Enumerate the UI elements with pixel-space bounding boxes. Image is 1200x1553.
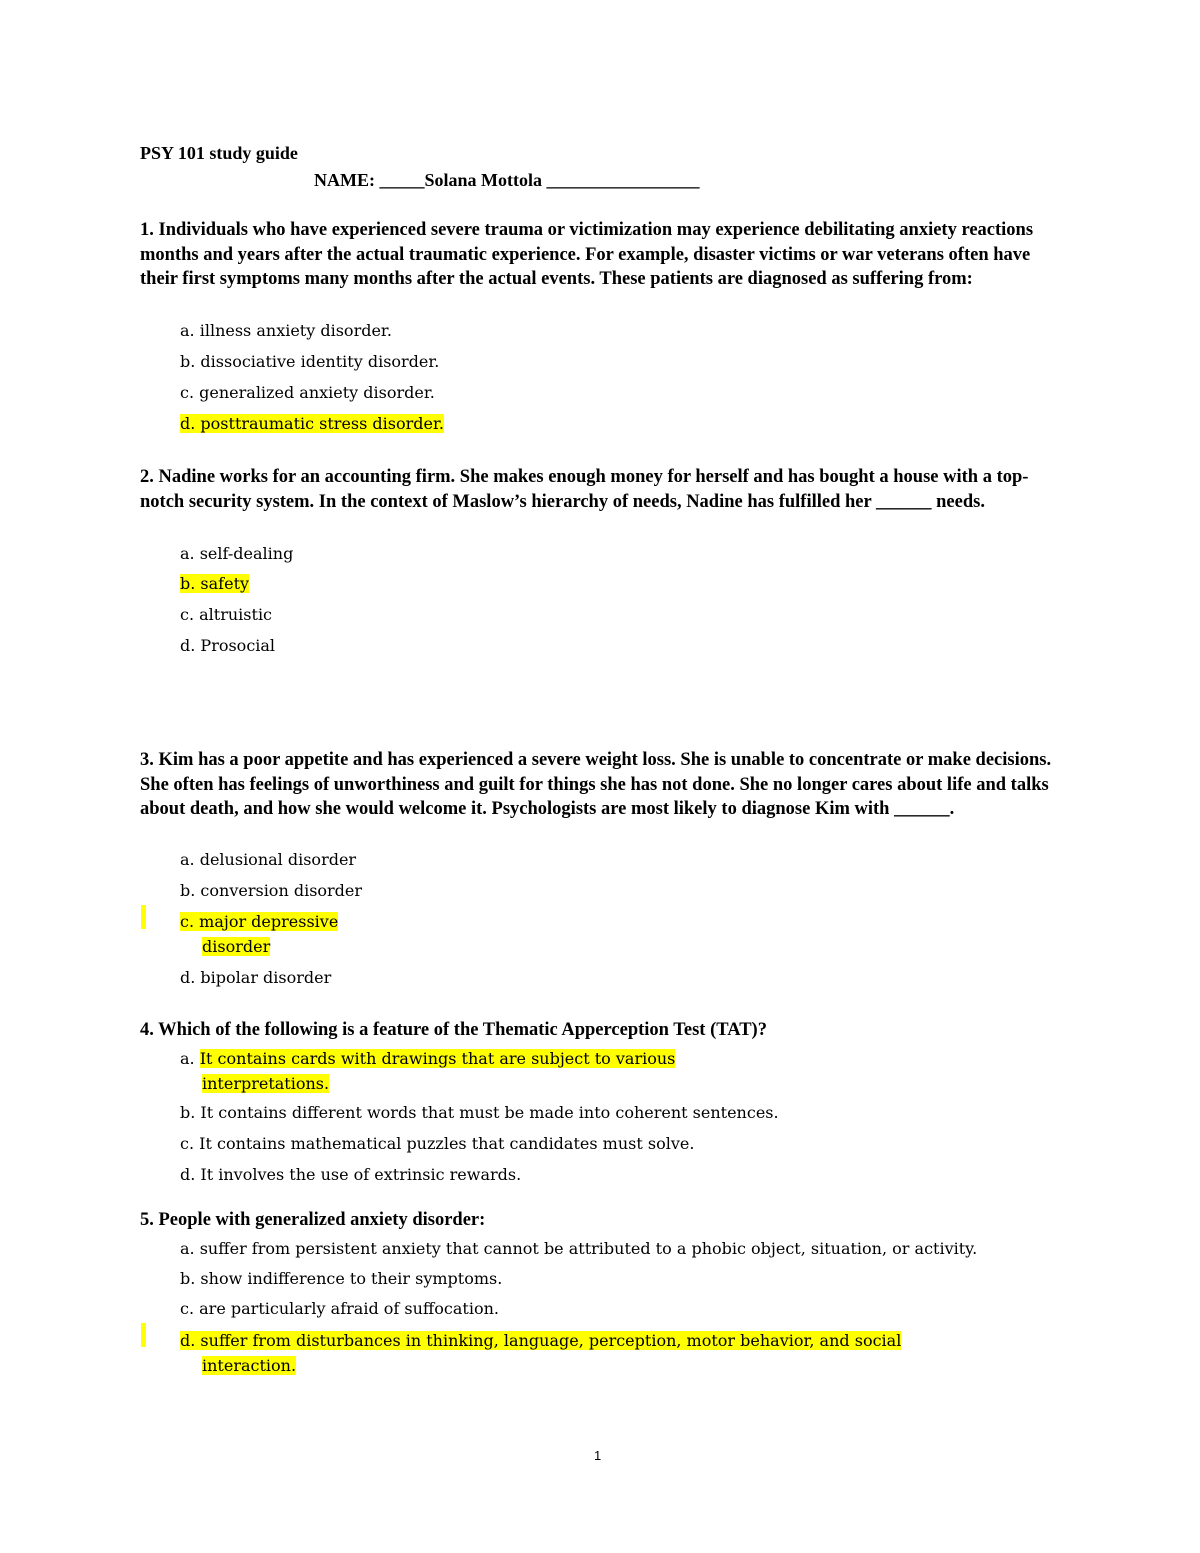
- question-5-option-d-continued: [202, 1353, 296, 1378]
- option-text: show indifference to their symptoms.: [200, 1269, 503, 1288]
- option-letter: a.: [180, 850, 195, 869]
- question-4-prompt: 4. Which of the following is a feature of the Thematic Apperception Test (TAT)?: [140, 1020, 767, 1040]
- option-text: bipolar disorder: [200, 968, 332, 987]
- question-4-option-a-answer: [180, 1046, 675, 1071]
- option-letter: c.: [180, 912, 195, 931]
- question-5-option-d-answer: [180, 1328, 901, 1353]
- question-2-option-b-answer: [180, 571, 249, 596]
- option-letter: a.: [180, 321, 195, 340]
- answer-highlight: interpretations.: [202, 1074, 330, 1093]
- answer-highlight: [180, 574, 249, 593]
- option-letter: c.: [180, 383, 195, 402]
- option-text: delusional disorder: [199, 850, 357, 869]
- question-2-prompt: 2. Nadine works for an accounting firm. She makes enough money for herself and has bought a house with a top-notch security system. In the context of Maslow’s hierarchy of needs, Nadine has fulfilled her ______ needs.: [140, 467, 1029, 512]
- option-text: safety: [200, 574, 250, 593]
- option-text: Prosocial: [200, 636, 276, 655]
- margin-highlight-mark: [141, 1323, 146, 1347]
- margin-highlight-mark: [141, 905, 146, 929]
- option-letter: b.: [180, 352, 196, 371]
- option-letter: a.: [180, 1049, 195, 1068]
- question-4-option-a-continued: [202, 1071, 329, 1096]
- option-letter: c.: [180, 1134, 195, 1153]
- question-3-option-a: [180, 847, 356, 872]
- option-text: self-dealing: [199, 544, 294, 563]
- question-5-option-a: [180, 1236, 977, 1261]
- option-letter: d.: [180, 414, 196, 433]
- option-letter: b.: [180, 881, 196, 900]
- question-3-option-b: [180, 878, 362, 903]
- question-2-option-d: [180, 633, 275, 658]
- question-3-option-d: [180, 965, 331, 990]
- answer-highlight: [180, 912, 338, 931]
- question-5-prompt: 5. People with generalized anxiety disorder:: [140, 1210, 486, 1230]
- option-text: major depressive: [199, 912, 339, 931]
- option-text: suffer from persistent anxiety that cannot be attributed to a phobic object, situation, or activity.: [199, 1239, 978, 1258]
- option-letter: b.: [180, 574, 196, 593]
- question-1-option-c: [180, 380, 435, 405]
- option-letter: d.: [180, 968, 196, 987]
- option-letter: c.: [180, 1299, 195, 1318]
- option-text: generalized anxiety disorder.: [199, 383, 435, 402]
- question-4-option-c: [180, 1131, 694, 1156]
- option-text: illness anxiety disorder.: [199, 321, 392, 340]
- question-4-option-b: [180, 1100, 779, 1125]
- question-2-option-a: [180, 541, 293, 566]
- option-letter: b.: [180, 1269, 196, 1288]
- document-title: PSY 101 study guide: [140, 143, 298, 163]
- option-letter: c.: [180, 605, 195, 624]
- option-letter: a.: [180, 544, 195, 563]
- option-text: dissociative identity disorder.: [200, 352, 440, 371]
- option-letter: a.: [180, 1239, 195, 1258]
- question-4-option-d: [180, 1162, 521, 1187]
- student-name-line: NAME: _____Solana Mottola _________________: [314, 170, 700, 190]
- option-text: It contains mathematical puzzles that candidates must solve.: [199, 1134, 695, 1153]
- question-1-option-b: [180, 349, 439, 374]
- option-text: conversion disorder: [200, 881, 363, 900]
- option-text: suffer from disturbances in thinking, language, perception, motor behavior, and social: [200, 1331, 902, 1350]
- answer-highlight: [180, 414, 444, 433]
- answer-highlight: [180, 1331, 901, 1350]
- option-letter: d.: [180, 636, 196, 655]
- question-5-option-c: [180, 1296, 499, 1321]
- option-letter: d.: [180, 1331, 196, 1350]
- option-text: It contains different words that must be made into coherent sentences.: [200, 1103, 779, 1122]
- answer-highlight: disorder: [202, 937, 271, 956]
- question-3-prompt: 3. Kim has a poor appetite and has experienced a severe weight loss. She is unable to concentrate or make decisions. She often has feelings of unworthiness and guilt for things she has not done. She no longer cares about life and talks about death, and how she would welcome it. Psychologists are most likely to diagnose Kim with ______.: [140, 750, 1052, 819]
- option-text: altruistic: [199, 605, 273, 624]
- question-1-option-a: [180, 318, 392, 343]
- question-5-option-b: [180, 1266, 502, 1291]
- option-letter: d.: [180, 1165, 196, 1184]
- option-text: posttraumatic stress disorder.: [200, 414, 444, 433]
- option-letter: b.: [180, 1103, 196, 1122]
- page-number: 1: [594, 1448, 602, 1463]
- answer-highlight: It contains cards with drawings that are subject to various: [199, 1049, 676, 1068]
- question-2-option-c: [180, 602, 272, 627]
- option-text: are particularly afraid of suffocation.: [199, 1299, 499, 1318]
- question-1-prompt: 1. Individuals who have experienced severe trauma or victimization may experience debilitating anxiety reactions months and years after the actual traumatic experience. For example, disaster victims or war veterans often have their first symptoms many months after the actual events. These patients are diagnosed as suffering from:: [140, 220, 1034, 289]
- option-text: It involves the use of extrinsic rewards.: [200, 1165, 522, 1184]
- question-3-option-c-continued: [202, 934, 270, 959]
- answer-highlight: interaction.: [202, 1356, 297, 1375]
- question-3-option-c-answer: [180, 909, 338, 934]
- question-1-option-d-answer: [180, 411, 444, 436]
